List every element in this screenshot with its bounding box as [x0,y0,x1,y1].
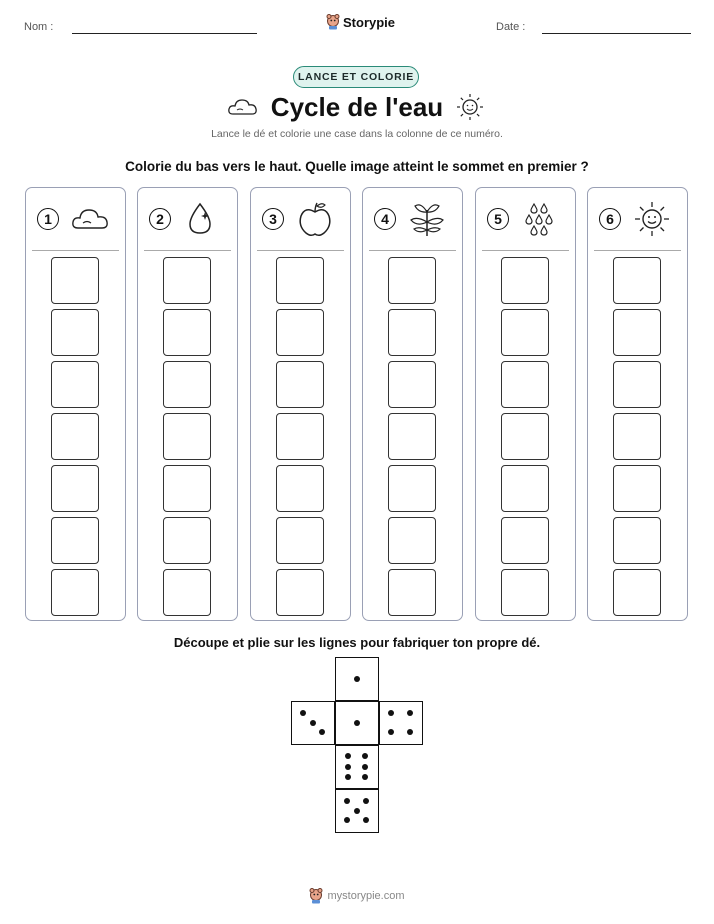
dice-pip [362,753,368,759]
dice-pip [354,808,360,814]
color-box[interactable] [388,569,436,616]
color-box[interactable] [388,413,436,460]
dice-pip [354,676,360,682]
dice-face [379,701,423,745]
color-box[interactable] [163,569,211,616]
color-box[interactable] [613,465,661,512]
dice-face [335,789,379,833]
column-number: 2 [149,208,171,230]
color-box[interactable] [501,309,549,356]
sun-icon [455,92,485,122]
color-box[interactable] [388,465,436,512]
color-box[interactable] [501,517,549,564]
column-6 [587,187,688,621]
dice-face [335,745,379,789]
color-box[interactable] [51,257,99,304]
color-box[interactable] [51,413,99,460]
dice-pip [407,729,413,735]
column-4 [362,187,463,621]
column-3 [250,187,351,621]
activity-badge: LANCE ET COLORIE [293,66,419,88]
page-title: Cycle de l'eau [270,92,444,122]
column-1 [25,187,126,621]
dice-pip [362,764,368,770]
dice-pip [407,710,413,716]
dice-pip [344,817,350,823]
color-box[interactable] [613,569,661,616]
dice-pip [300,710,306,716]
color-box[interactable] [613,361,661,408]
color-box[interactable] [276,465,324,512]
color-box[interactable] [163,361,211,408]
color-box[interactable] [276,309,324,356]
color-box[interactable] [388,309,436,356]
footer-url: mystorypie.com [327,890,405,902]
color-box[interactable] [388,257,436,304]
date-line [542,33,691,34]
dice-face [335,657,379,701]
color-box[interactable] [163,413,211,460]
apple-icon [295,200,335,238]
color-box[interactable] [388,361,436,408]
color-box[interactable] [501,465,549,512]
column-header [26,188,125,250]
dice-pip [363,798,369,804]
column-number: 3 [262,208,284,230]
dice-pip [319,729,325,735]
page-subtitle: Lance le dé et colorie une case dans la colonne de ce numéro. [211,128,503,140]
dice-face [335,701,379,745]
column-divider [144,250,231,251]
color-box[interactable] [51,465,99,512]
dice-pip [345,774,351,780]
color-box[interactable] [613,413,661,460]
color-box[interactable] [163,257,211,304]
color-box[interactable] [163,465,211,512]
color-box[interactable] [51,361,99,408]
color-box[interactable] [51,309,99,356]
dice-pip [345,753,351,759]
name-line [72,33,257,34]
dice-pip [344,798,350,804]
dice-pip [354,720,360,726]
column-divider [257,250,344,251]
column-divider [369,250,456,251]
color-box[interactable] [388,517,436,564]
color-box[interactable] [51,569,99,616]
brand-name: Storypie [343,14,396,30]
name-label: Nom : [24,21,54,33]
mascot-icon [326,14,340,30]
color-box[interactable] [613,309,661,356]
storypie-logo [326,14,395,30]
color-box[interactable] [501,361,549,408]
water-drop-icon [182,200,222,238]
dice-face [291,701,335,745]
date-label: Date : [496,21,526,33]
color-box[interactable] [163,309,211,356]
color-box[interactable] [501,257,549,304]
dice-instruction: Découpe et plie sur les lignes pour fabriquer ton propre dé. [173,635,541,650]
mascot-icon [309,888,323,904]
sun-icon [632,200,672,238]
column-header [476,188,575,250]
dice-pip [363,817,369,823]
dice-pip [388,729,394,735]
plant-icon [407,200,447,238]
color-box[interactable] [276,569,324,616]
color-box[interactable] [501,413,549,460]
column-number: 5 [487,208,509,230]
color-box[interactable] [276,413,324,460]
cloud-icon [227,96,259,118]
column-header [363,188,462,250]
color-box[interactable] [51,517,99,564]
dice-pip [388,710,394,716]
column-divider [482,250,569,251]
color-box[interactable] [613,257,661,304]
column-number: 1 [37,208,59,230]
column-header [588,188,687,250]
dice-pip [310,720,316,726]
cloud-icon [70,200,110,238]
dice-pip [362,774,368,780]
color-box[interactable] [163,517,211,564]
dice-pip [345,764,351,770]
column-5 [475,187,576,621]
column-number: 6 [599,208,621,230]
color-box[interactable] [276,361,324,408]
color-box[interactable] [613,517,661,564]
column-header [251,188,350,250]
column-number: 4 [374,208,396,230]
color-box[interactable] [276,517,324,564]
column-divider [594,250,681,251]
column-header [138,188,237,250]
rain-icon [520,200,560,238]
column-divider [32,250,119,251]
footer [0,888,714,904]
column-2 [137,187,238,621]
instruction-text: Colorie du bas vers le haut. Quelle image atteint le sommet en premier ? [125,159,589,174]
color-box[interactable] [501,569,549,616]
color-box[interactable] [276,257,324,304]
